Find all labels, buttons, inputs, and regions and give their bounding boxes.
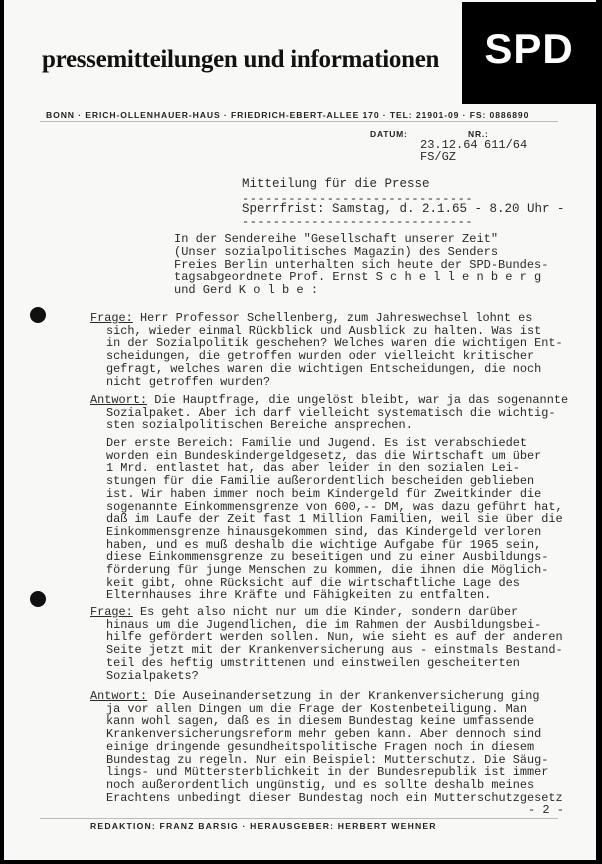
text-line: Die Hauptfrage, die ungelöst bleibt, war ja das sogenannte — [154, 394, 569, 407]
question-2 — [90, 606, 570, 682]
text-line: haben, und es muß deshalb die wichtige Aufgabe für 1965 sein, — [106, 538, 542, 552]
punch-hole-top — [30, 307, 46, 323]
text-line: ist. Wir haben immer noch beim Kindergeld für Zweitkinder die — [106, 487, 542, 501]
text-line: in der Sozialpolitik geschehen? Welches waren die wichtigen Ent- — [106, 337, 563, 351]
text-line: Es geht also nicht nur um die Kinder, sondern darüber — [139, 606, 519, 619]
number-value: 611/64 — [484, 138, 528, 152]
text-line: Bundestag zu regeln. Nur ein Beispiel: Mutterschutz. Die Säug- — [106, 753, 549, 767]
intro-paragraph — [174, 233, 564, 297]
notice-rule: ------------------------------ — [242, 192, 474, 206]
text-line: förderung für junge Menschen zu kommen, die ihnen die Möglich- — [106, 564, 549, 577]
intro-line: In der Sendereihe "Gesellschaft unserer Zeit" — [174, 232, 499, 246]
text-line: 1 Mrd. entlastet hat, das aber leider in den sozialen Lei- — [106, 462, 520, 476]
address-line: BONN · ERICH-OLLENHAUER-HAUS · FRIEDRICH-EBERT-ALLEE 170 · TEL: 21901-09 · FS: 0886890 — [46, 110, 530, 120]
sperrfrist-rule: ------------------------------ — [242, 215, 474, 229]
scan-edge-right — [596, 0, 602, 864]
answer-1-continued — [90, 437, 570, 602]
datum-label: DATUM: — [370, 129, 408, 139]
text-line: nicht getroffen wurden? — [106, 375, 271, 389]
answer-label: Antwort: — [90, 690, 148, 703]
text-line: sich, wieder einmal Rückblick und Ausblick zu halten. Was ist — [106, 324, 542, 338]
sperrfrist: Sperrfrist: Samstag, d. 2.1.65 - 8.20 Uhr - — [242, 202, 565, 216]
text-line: teil des heftig umstrittenen und einstweilen gescheiterten — [106, 656, 520, 670]
text-line: stungen für die Familie außerordentlich bescheiden geblieben — [106, 475, 535, 488]
intro-line: Freies Berlin unterhalten sich heute der SPD-Bundes- — [174, 257, 549, 272]
footer-rule — [40, 818, 558, 819]
answer-1 — [90, 394, 570, 432]
text-line: ja vor allen Dingen um die Frage der Kostenbeteiligung. Man — [106, 702, 527, 716]
text-line: gefragt, welches waren die wichtigen Entscheidungen, die noch — [106, 362, 542, 376]
text-line: kann wohl sagen, daß es in diesem Bundestag keine umfassende — [106, 715, 535, 729]
text-line: Seite jetzt mit der Krankenversicherung aus - einstmals Bestand- — [106, 644, 563, 657]
answer-label: Antwort: — [90, 394, 148, 407]
initials: FS/GZ — [420, 150, 457, 164]
scan-edge-bottom — [0, 860, 602, 864]
text-line: hinaus um die Jugendlichen, die im Rahmen der Ausbildungsbei- — [106, 618, 542, 632]
intro-line: tagsabgeordnete Prof. Ernst S c h e l l e n b e r g — [174, 270, 542, 285]
date-value: 23.12.64 — [420, 138, 478, 152]
text-line: daß im Laufe der Zeit fast 1 Million Familien, weil sie über die — [106, 513, 563, 526]
text-line: Herr Professor Schellenberg, zum Jahreswechsel lohnt es — [139, 312, 533, 325]
text-line: sogenannte Einkommensgrenze von 600,-- DM, was dazu geführt hat, — [106, 500, 563, 514]
text-line: Elternhauses ihre Kräfte und Fähigkeiten zu entfalten. — [106, 589, 492, 603]
text-line: Die Auseinandersetzung in der Krankenversicherung ging — [154, 690, 540, 703]
text-line: Der erste Bereich: Familie und Jugend. Es ist verabschiedet — [106, 437, 527, 450]
text-line: keit gibt, ohne Rücksicht auf die wirtschaftliche Lage des — [106, 576, 520, 590]
intro-line: (Unser sozialpolitisches Magazin) des Senders — [174, 244, 499, 259]
text-line: sten sozialpolitischen Bereiche ansprechen. — [106, 419, 413, 433]
header-rule — [40, 121, 558, 122]
text-line: hilfe gefördert werden sollen. Nun, wie sieht es auf der anderen — [106, 631, 563, 645]
footer-credits: REDAKTION: FRANZ BARSIG · HERAUSGEBER: HERBERT WEHNER — [90, 821, 437, 831]
question-1 — [90, 312, 570, 388]
question-label: Frage: — [90, 606, 133, 619]
punch-hole-bottom — [30, 591, 46, 607]
spd-logo: SPD — [462, 2, 596, 104]
text-line: Erachtens unbedingt dieser Bundestag noch ein Mutterschutzgesetz — [106, 791, 563, 805]
text-line: diese Einkommensgrenze zu beseitigen und zu einer Ausbildungs- — [106, 551, 549, 565]
text-line: Krankenversicherungsreform mehr geben kann. Aber dennoch sind — [106, 728, 542, 741]
text-line: worden ein Bundeskindergeldgesetz, das die Wirtschaft um über — [106, 449, 542, 463]
page-number: - 2 - — [528, 803, 565, 817]
intro-line: und Gerd K o l b e : — [174, 283, 319, 298]
text-line: Einkommensgrenze hinausgekommen sind, das Kindergeld verloren — [106, 525, 542, 539]
masthead-title: pressemitteilungen und informationen — [42, 46, 440, 73]
text-line: Sozialpakets? — [106, 669, 199, 683]
text-line: lings- und Müttersterblichkeit in der Bundesrepublik ist immer — [106, 766, 549, 779]
text-line: scheidungen, die getroffen wurden oder vielleicht kritischer — [106, 350, 535, 363]
scan-edge-left — [0, 0, 4, 864]
question-label: Frage: — [90, 312, 133, 325]
nr-label: NR.: — [468, 129, 489, 139]
answer-2 — [90, 690, 570, 804]
text-line: Sozialpaket. Aber ich darf vielleicht systematisch die wichtig- — [106, 406, 556, 420]
notice-title: Mitteilung für die Presse — [242, 177, 430, 191]
text-line: noch außerordentlich ungünstig, und es sollte deshalb meines — [106, 778, 535, 792]
text-line: einige dringende gesundheitspolitische Fragen noch in diesem — [106, 740, 535, 754]
